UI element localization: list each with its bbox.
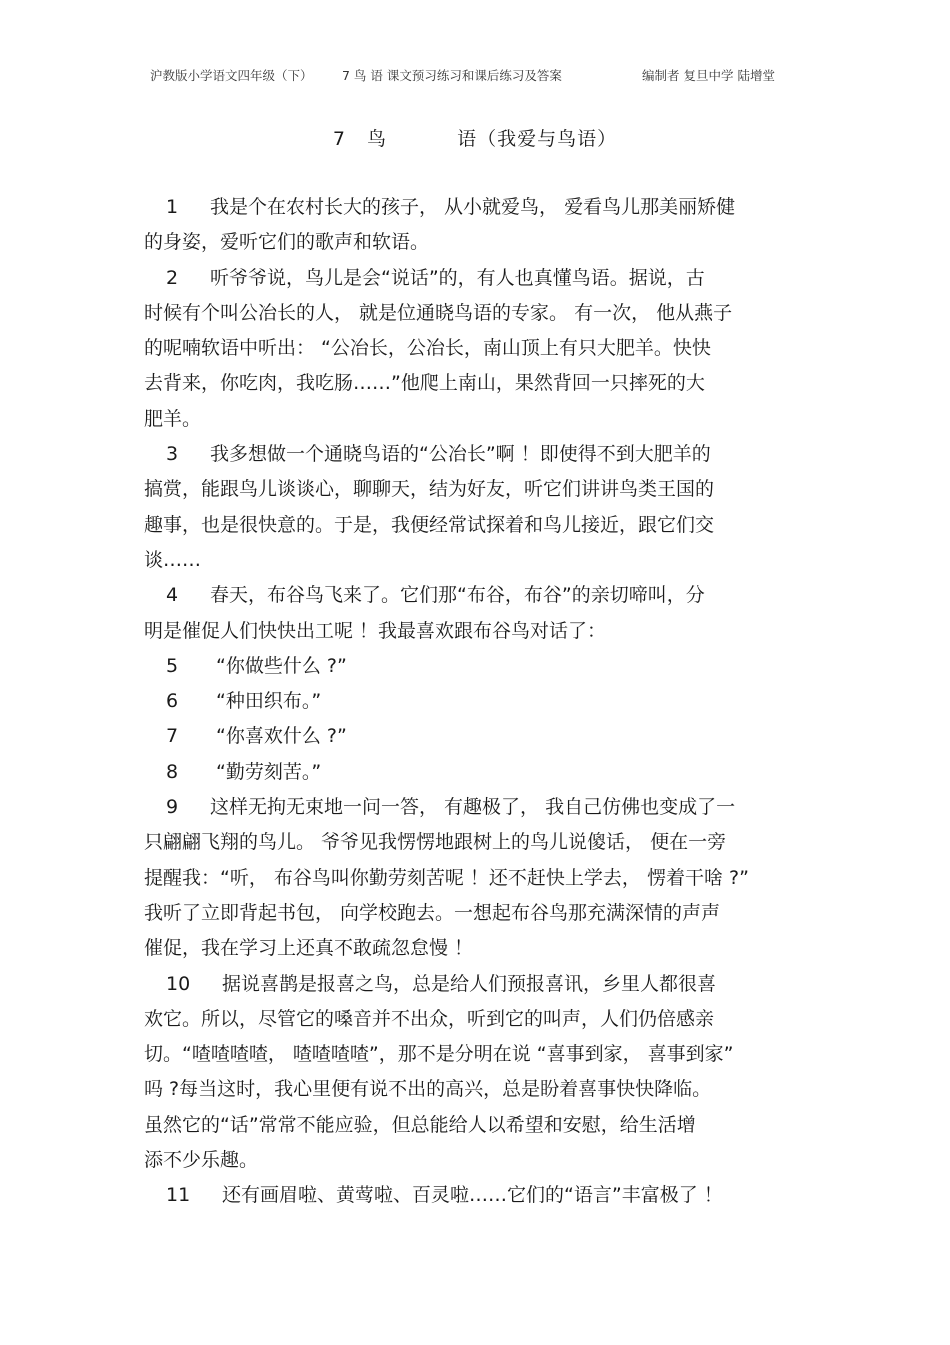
lesson-title [0,124,950,151]
paragraph-1 [144,190,810,261]
paragraph-text: “勤劳刻苦。” [216,760,322,783]
paragraph-number: 8 [166,760,179,783]
paragraph-3 [144,437,810,578]
paragraph-10 [144,967,810,1179]
header-textbook-label: 沪教版小学语文四年级（下） [150,68,313,83]
paragraph-text: 春天，布谷鸟飞来了。它们那“布谷，布谷”的亲切啼叫，分 明是催促人们快快出工呢 ！我最喜欢跟布谷鸟对话了： [144,584,705,642]
paragraph-11 [144,1178,810,1213]
paragraph-number: 5 [166,654,179,677]
paragraph-9 [144,790,810,966]
paragraph-number: 11 [166,1184,191,1207]
paragraph-number: 9 [166,796,179,819]
header-lesson-label: 7 鸟 语 课文预习练习和课后练习及答案 [342,68,562,83]
paragraph-5 [144,649,810,684]
paragraph-4 [144,578,810,649]
paragraph-number: 6 [166,690,179,713]
title-word-1: 鸟 [367,128,388,150]
title-word-2: 语（我爱与鸟语） [457,128,618,150]
paragraph-text: 这样无拘无束地一问一答， 有趣极了， 我自己仿佛也变成了一 只翩翩飞翔的鸟儿。 爷爷见我愣愣地跟树上的鸟儿说傻话， 便在一旁 提醒我：“听， 布谷鸟叫你勤劳刻苦呢 ！还不赶快上学去， 愣着干啥 ?” 我听了立即背起书包， 向学校跑去。一想起布谷鸟那充满深情的声声 催促，我在学习上还真不敢疏忽怠慢 ！ [144,796,749,960]
paragraph-number: 1 [166,196,179,218]
paragraph-text: 还有画眉啦、黄莺啦、百灵啦……它们的“语言”丰富极了 ！ [222,1184,723,1207]
paragraph-7 [144,719,810,754]
paragraph-text: 听爷爷说，鸟儿是会“说话”的，有人也真懂鸟语。据说，古 时候有个叫公冶长的人， 就是位通晓鸟语的专家。 有一次， 他从燕子 的呢喃软语中听出： “公冶长，公冶长，南山顶上有只大肥羊。快快 去背来，你吃肉，我吃肠……”他爬上南山，果然背回一只摔死的大 肥羊。 [144,266,733,430]
paragraph-text: 我多想做一个通晓鸟语的“公冶长”啊 ！即使得不到大肥羊的 搞赏，能跟鸟儿谈谈心，聊聊天，结为好友，听它们讲讲鸟类王国的 趣事，也是很快意的。于是，我便经常试探着和鸟儿接近，跟它们交 谈…… [144,443,715,571]
paragraph-2 [144,261,810,437]
paragraph-number: 10 [166,972,191,995]
title-number: 7 [332,128,346,150]
paragraph-number: 7 [166,725,179,748]
paragraph-text: “你做些什么 ?” [216,654,347,677]
paragraph-number: 4 [166,584,179,607]
page-header [150,66,910,86]
paragraph-6 [144,684,810,719]
paragraph-number: 3 [166,443,179,466]
paragraph-8 [144,755,810,790]
article-body [144,190,810,1214]
header-author-label: 编制者 复旦中学 陆增堂 [642,68,775,83]
paragraph-text: “你喜欢什么 ?” [216,725,347,748]
paragraph-number: 2 [166,266,179,289]
paragraph-text: 我是个在农村长大的孩子， 从小就爱鸟， 爱看鸟儿那美丽矫健 的身姿，爱听它们的歌声和软语。 [144,196,736,254]
paragraph-text: 据说喜鹊是报喜之鸟，总是给人们预报喜讯，乡里人都很喜 欢它。所以，尽管它的嗓音并不出众，听到它的叫声，人们仍倍感亲 切。“喳喳喳喳， 喳喳喳喳”，那不是分明在说 “喜事到家， 喜事到家” 吗 ?每当这时，我心里便有说不出的高兴，总是盼着喜事快快降临。 虽然它的“话”常常不能应验，但总能给人以希望和安慰，给生活增 添不少乐趣。 [144,972,734,1172]
paragraph-text: “种田织布。” [216,690,322,713]
